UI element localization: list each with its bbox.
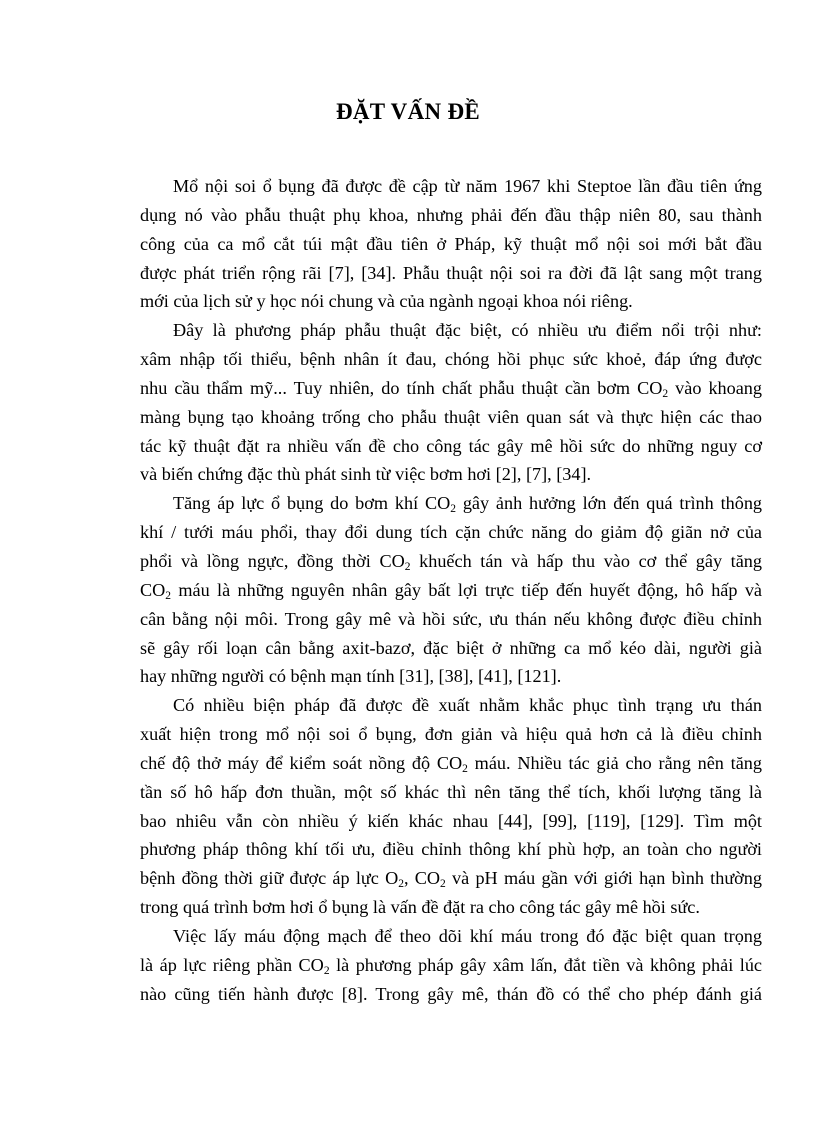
text-line [140, 691, 762, 720]
text-segment: công của ca mổ cắt túi mật đầu tiên ở Pháp, kỹ thuật mổ nội soi mới bắt đầu [140, 233, 762, 254]
text-segment: khí / tưới máu phổi, thay đổi dung tích cặn chức năng do giảm độ giãn nở của [140, 522, 762, 543]
body-text [140, 172, 762, 1008]
text-line [140, 864, 762, 893]
text-segment: Tăng áp lực ổ bụng do bơm khí CO [173, 493, 451, 514]
text-segment: bao nhiêu vẫn còn nhiều ý kiến khác nhau [44], [99], [119], [129]. Tìm một [140, 810, 762, 831]
text-line [140, 605, 762, 634]
text-line [140, 345, 762, 374]
text-line [140, 374, 762, 403]
text-segment: phương pháp thông khí tối ưu, điều chỉnh thông khí phù hợp, an toàn cho người [140, 839, 762, 860]
text-line [140, 634, 762, 663]
text-segment: , CO [403, 868, 441, 889]
text-segment: bệnh đồng thời giữ được áp lực O [140, 868, 399, 889]
text-line [140, 778, 762, 807]
text-segment: vào khoang [668, 377, 762, 398]
text-segment: sẽ gây rối loạn cân bằng axit-bazơ, đặc biệt ở những ca mổ kéo dài, người già [140, 637, 762, 658]
text-segment: xuất hiện trong mổ nội soi ổ bụng, đơn giản và hiệu quả hơn cả là điều chỉnh [140, 724, 762, 745]
text-line [140, 893, 762, 922]
text-segment: Mổ nội soi ổ bụng đã được đề cập từ năm 1967 khi Steptoe lần đầu tiên ứng [173, 176, 762, 196]
text-line [140, 547, 762, 576]
text-line [140, 432, 762, 461]
text-segment: Việc lấy máu động mạch để theo dõi khí máu trong đó đặc biệt quan trọng [173, 925, 762, 946]
text-segment: CO [140, 579, 166, 600]
text-line [140, 951, 762, 980]
text-line [140, 720, 762, 749]
text-segment: Có nhiều biện pháp đã được đề xuất nhằm khắc phục tình trạng ưu thán [173, 695, 762, 716]
text-line [140, 576, 762, 605]
text-line [140, 201, 762, 230]
text-segment: và pH máu gần với giới hạn bình thường [445, 868, 762, 889]
text-segment: Đây là phương pháp phẫu thuật đặc biệt, có nhiều ưu điểm nổi trội như: [173, 320, 762, 341]
text-segment: tần số hô hấp đơn thuần, một số khác thì nên tăng thể tích, khối lượng tăng là [140, 781, 762, 802]
text-segment: nhu cầu thẩm mỹ... Tuy nhiên, do tính chất phẫu thuật cần bơm CO [140, 377, 663, 398]
text-line [140, 835, 762, 864]
text-segment: mới của lịch sử y học nói chung và của ngành ngoại khoa nói riêng. [140, 291, 633, 312]
text-line [140, 172, 762, 201]
text-segment: cân bằng nội môi. Trong gây mê và hồi sức, ưu thán nếu không được điều chỉnh [140, 608, 762, 629]
subscript: 2 [165, 589, 172, 602]
text-segment: màng bụng tạo khoảng trống cho phẫu thuật viên quan sát và thực hiện các thao [140, 406, 762, 427]
text-line [140, 518, 762, 547]
text-line [140, 662, 762, 691]
text-line [140, 922, 762, 951]
text-line [140, 259, 762, 288]
text-segment: máu. Nhiều tác giả cho rằng nên tăng [467, 752, 762, 773]
text-segment: hay những người có bệnh mạn tính [31], [38], [41], [121]. [140, 666, 562, 687]
subscript: 2 [450, 503, 456, 516]
text-line [140, 807, 762, 836]
subscript: 2 [323, 964, 330, 977]
subscript: 2 [662, 387, 669, 400]
text-line [140, 749, 762, 778]
text-segment: phổi và lồng ngực, đồng thời CO [140, 550, 405, 571]
text-line [140, 403, 762, 432]
text-segment: xâm nhập tối thiểu, bệnh nhân ít đau, chóng hồi phục sức khoẻ, đáp ứng được [140, 349, 762, 370]
text-segment: tác kỹ thuật đặt ra nhiều vấn đề cho công tác gây mê hồi sức do những nguy cơ [140, 435, 762, 456]
subscript: 2 [440, 878, 446, 891]
text-segment: chế độ thở máy để kiểm soát nồng độ CO [140, 752, 463, 773]
subscript: 2 [398, 878, 404, 891]
text-segment: dụng nó vào phẫu thuật phụ khoa, nhưng phải đến đầu thập niên 80, sau thành [140, 204, 762, 225]
text-segment: máu là những nguyên nhân gây bất lợi trực tiếp đến huyết động, hô hấp và [171, 579, 762, 600]
text-segment: là áp lực riêng phần CO [140, 954, 324, 975]
text-line [140, 980, 762, 1009]
text-segment: nào cũng tiến hành được [8]. Trong gây mê, thán đồ có thể cho phép đánh giá [140, 983, 762, 1004]
text-segment: là phương pháp gây xâm lấn, đắt tiền và không phải lúc [329, 954, 763, 975]
subscript: 2 [404, 560, 411, 573]
text-segment: gây ảnh hưởng lớn đến quá trình thông [455, 493, 763, 514]
subscript: 2 [462, 762, 468, 775]
text-segment: trong quá trình bơm hơi ổ bụng là vấn đề đặt ra cho công tác gây mê hồi sức. [140, 897, 700, 918]
text-line [140, 230, 762, 259]
text-line [140, 287, 762, 316]
text-segment: khuếch tán và hấp thu vào cơ thể gây tăng [410, 550, 762, 571]
text-line [140, 460, 762, 489]
text-segment: và biến chứng đặc thù phát sinh từ việc bơm hơi [2], [7], [34]. [140, 464, 592, 485]
text-segment: được phát triển rộng rãi [7], [34]. Phẫu thuật nội soi ra đời đã lật sang một trang [140, 262, 762, 283]
page-title: ĐẶT VẤN ĐỀ [335, 99, 480, 124]
text-line [140, 316, 762, 345]
text-line [140, 489, 762, 518]
